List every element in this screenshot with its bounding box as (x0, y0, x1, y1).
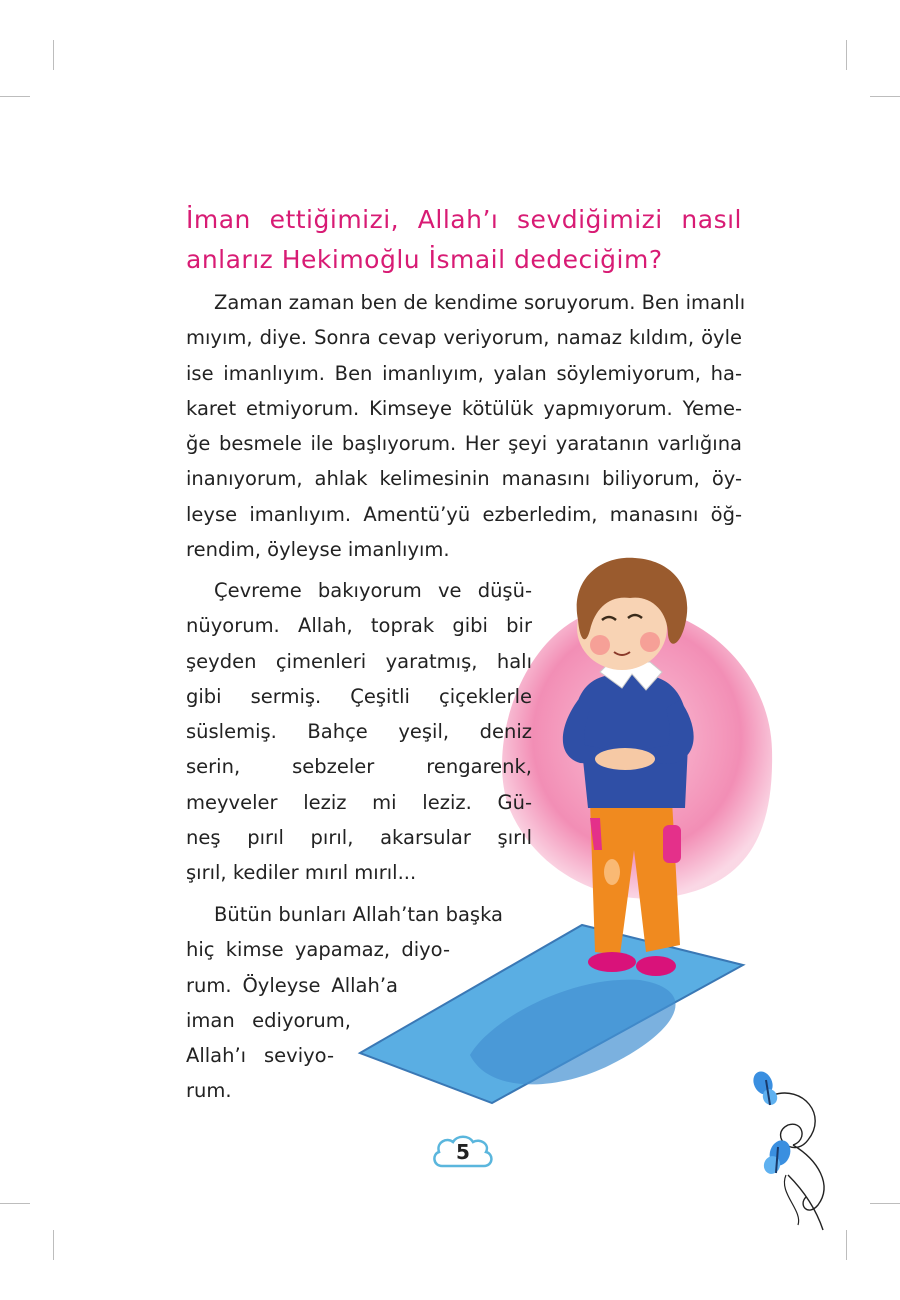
text-line: nüyorum. Allah, toprak gibi bir (186, 614, 532, 638)
text-line: iman ediyorum, (186, 1008, 351, 1032)
text-line: neş pırıl pırıl, akarsular şırıl (186, 826, 532, 850)
text-line: Zaman zaman ben de kendime soruyorum. Ben imanlı (214, 291, 746, 314)
page-heading (186, 200, 742, 280)
text-line: rum. Öyleyse Allah’a (186, 973, 398, 997)
text-line: gibi sermiş. Çeşitli çiçeklerle (186, 684, 532, 708)
heading-line-1: İman ettiğimizi, Allah’ı sevdiğimizi nasıl (186, 205, 742, 234)
page-number: 5 (456, 1140, 470, 1164)
text-line: Allah’ı seviyo- (186, 1044, 334, 1068)
butterfly-top-icon (750, 1068, 780, 1107)
crop-mark (846, 40, 847, 70)
butterfly-swirl-icon (748, 1065, 838, 1235)
right-shoe (636, 956, 676, 976)
crop-mark (870, 96, 900, 97)
text-line: leyse imanlıyım. Amentü’yü ezberledim, manasını öğ- (186, 502, 742, 526)
text-line: inanıyorum, ahlak kelimesinin manasını biliyorum, öy- (186, 467, 742, 491)
text-line: mıyım, diye. Sonra cevap veriyorum, namaz kıldım, öyle (186, 326, 742, 350)
left-shoe (588, 952, 636, 972)
paragraph-3 (186, 897, 503, 1109)
paragraph-2 (186, 573, 532, 891)
text-line: ğe besmele ile başlıyorum. Her şeyi yaratanın varlığına (186, 432, 742, 456)
text-line: rendim, öyleyse imanlıyım. (186, 538, 450, 562)
crop-mark (870, 1203, 900, 1204)
crop-mark (0, 96, 30, 97)
paragraph-1 (186, 285, 746, 567)
text-line: süslemiş. Bahçe yeşil, deniz (186, 720, 532, 744)
text-line: şeyden çimenleri yaratmış, halı (186, 649, 532, 673)
crop-mark (846, 1230, 847, 1260)
text-line: hiç kimse yapamaz, diyo- (186, 938, 450, 962)
text-line: rum. (186, 1079, 232, 1103)
crop-mark (53, 1230, 54, 1260)
text-line: Çevreme bakıyorum ve düşü- (214, 579, 532, 602)
crop-mark (53, 40, 54, 70)
page-number-badge (430, 1132, 496, 1172)
text-line: karet etmiyorum. Kimseye kötülük yapmıyorum. Yeme- (186, 396, 742, 420)
text-line: ise imanlıyım. Ben imanlıyım, yalan söylemiyorum, ha- (186, 361, 742, 385)
heading-line-2: anlarız Hekimoğlu İsmail dedeciğim? (186, 245, 663, 274)
hands (595, 748, 655, 770)
text-line: meyveler leziz mi leziz. Gü- (186, 790, 532, 814)
text-line: serin, sebzeler rengarenk, (186, 755, 532, 779)
text-line: Bütün bunları Allah’tan başka (214, 903, 503, 926)
butterfly-bottom-icon (761, 1137, 793, 1176)
crop-mark (0, 1203, 30, 1204)
text-line: şırıl, kediler mırıl mırıl... (186, 861, 417, 885)
